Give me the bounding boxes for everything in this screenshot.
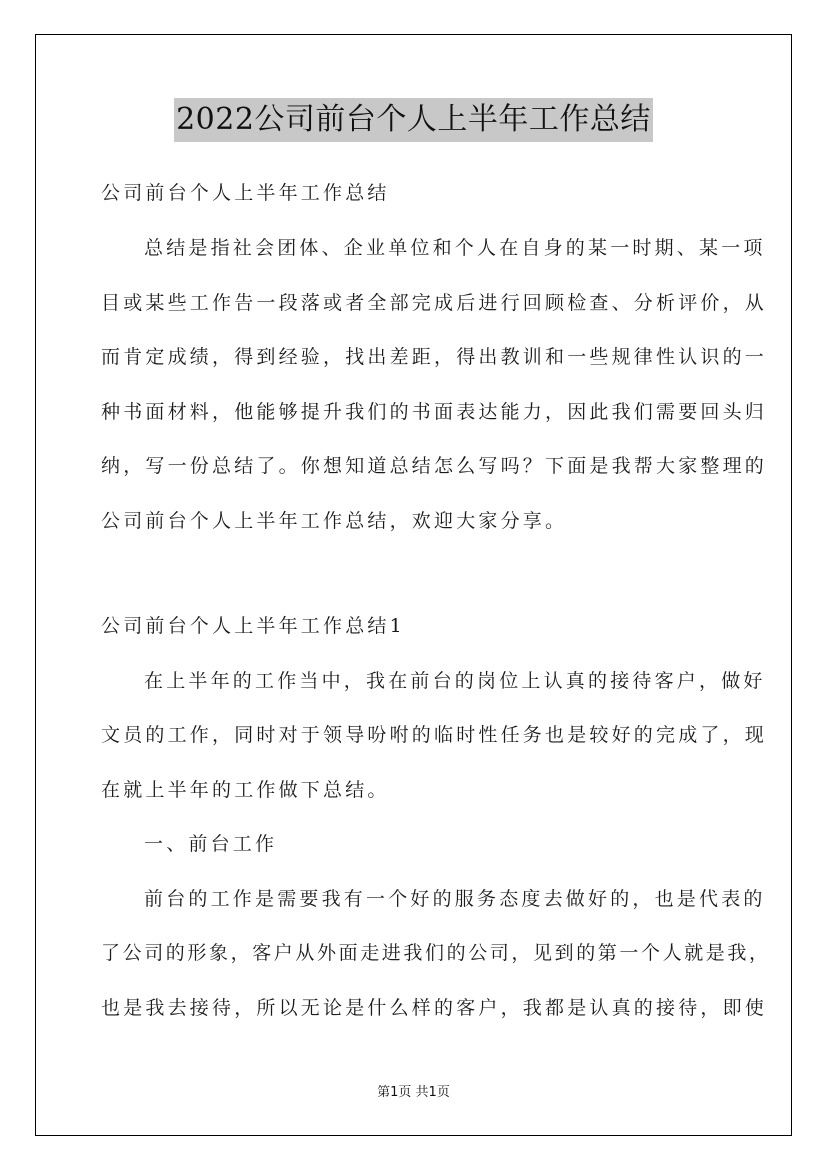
intro-line-3: 而肯定成绩，得到经验，找出差距，得出教训和一些规律性认识的一 [101, 346, 768, 368]
page-number-footer: 第1页 共1页 [377, 1085, 450, 1100]
document-subtitle: 公司前台个人上半年工作总结 [101, 182, 390, 204]
section2-line-2: 了公司的形象，客户从外面走进我们的公司，见到的第一个人就是我， [101, 942, 771, 964]
intro-line-6: 公司前台个人上半年工作总结，欢迎大家分享。 [101, 510, 568, 532]
intro-line-2: 目或某些工作告一段落或者全部完成后进行回顾检查、分析评价，从 [101, 292, 768, 314]
section1-line-3: 在就上半年的工作做下总结。 [101, 779, 390, 801]
intro-line-5: 纳，写一份总结了。你想知道总结怎么写吗？下面是我帮大家整理的 [101, 455, 768, 477]
section2-line-3: 也是我去接待，所以无论是什么样的客户，我都是认真的接待，即使 [101, 997, 768, 1019]
subheading-front-desk: 一、前台工作 [144, 833, 278, 855]
document-title: 2022公司前台个人上半年工作总结 [174, 98, 653, 142]
intro-line-1: 总结是指社会团体、企业单位和个人在自身的某一时期、某一项 [144, 237, 766, 259]
title-container [0, 98, 827, 142]
section-heading: 公司前台个人上半年工作总结1 [101, 615, 405, 637]
section2-line-1: 前台的工作是需要我有一个好的服务态度去做好的，也是代表的 [144, 888, 766, 910]
intro-line-4: 种书面材料，他能够提升我们的书面表达能力，因此我们需要回头归 [101, 401, 768, 423]
section1-line-1: 在上半年的工作当中，我在前台的岗位上认真的接待客户，做好 [144, 670, 766, 692]
section1-line-2: 文员的工作，同时对于领导吩咐的临时性任务也是较好的完成了，现 [101, 724, 768, 746]
